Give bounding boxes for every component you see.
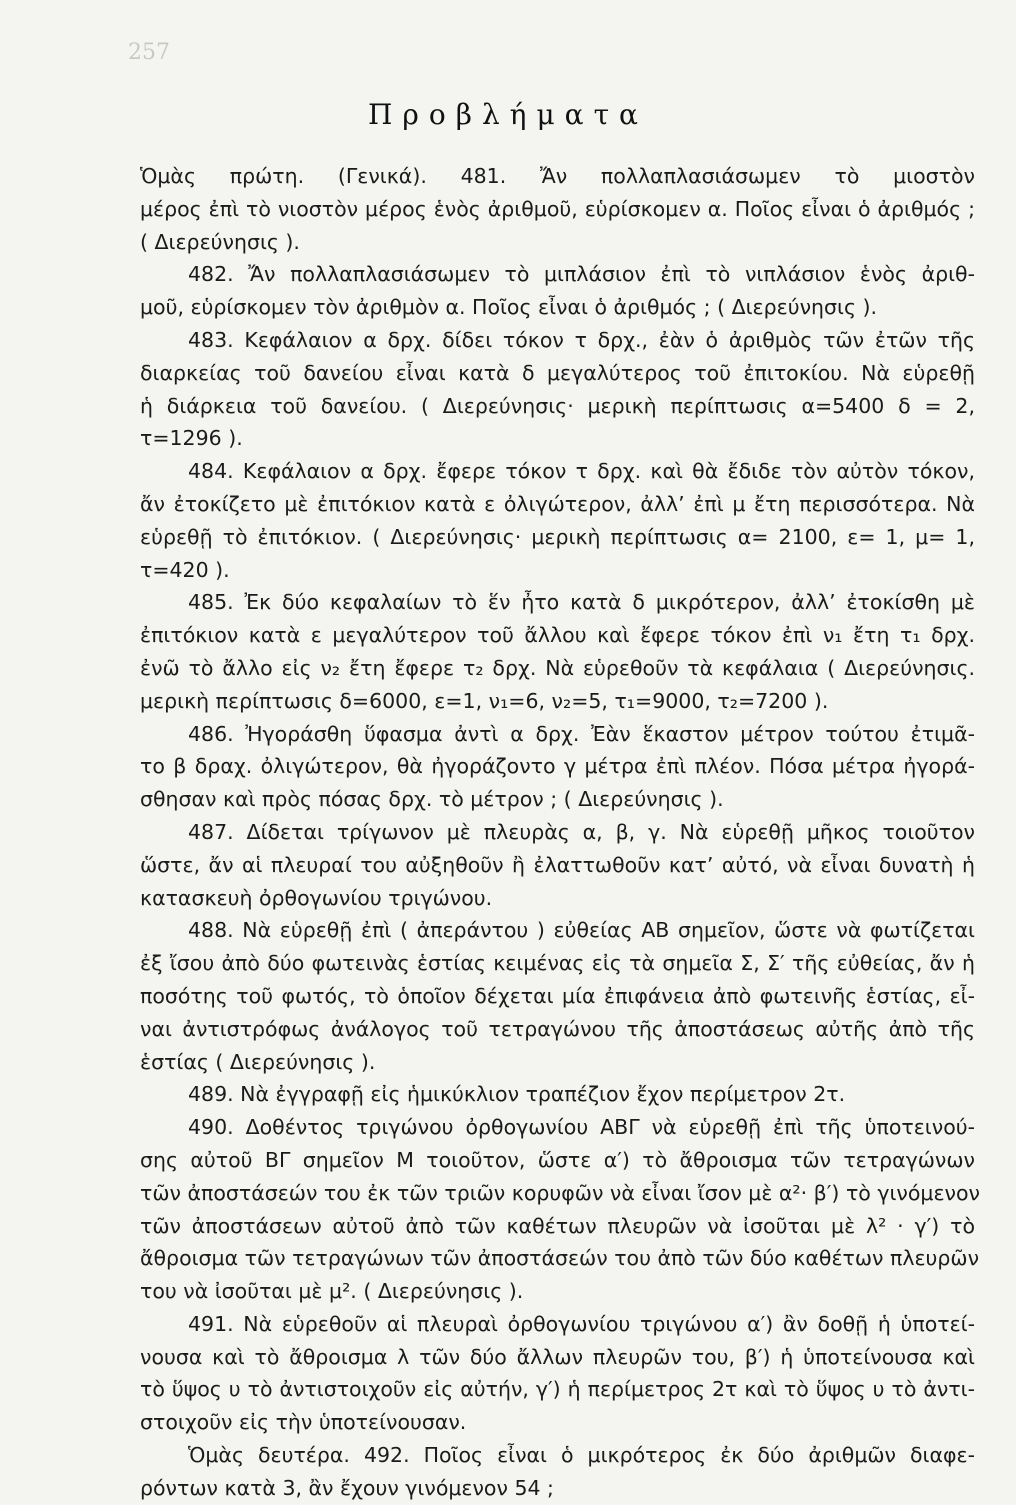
text-line: ὥστε, ἄν αἱ πλευραί του αὐξηθοῦν ἢ ἐλαττωθοῦν κατ’ αὐτό, νὰ εἶναι δυνατὴ ἡ bbox=[140, 852, 975, 877]
text-line: ἑστίας ( Διερεύνησις ). bbox=[140, 1049, 376, 1074]
text-line: στοιχοῦν εἰς τὴν ὑποτείνουσαν. bbox=[140, 1410, 467, 1435]
text-line: 491. Νὰ εὑρεθοῦν αἱ πλευραὶ ὀρθογωνίου τριγώνου α′) ἂν δοθῇ ἡ ὑποτεί- bbox=[188, 1311, 975, 1336]
text-line: τὸ ὕψος υ τὸ ἀντιστοιχοῦν εἰς αὐτήν, γ′) ἡ περίμετρος 2τ καὶ τὸ ὕψος υ τὸ ἀντι- bbox=[140, 1377, 975, 1402]
text-line: τῶν ἀποστάσεών του ἐκ τῶν τριῶν κορυφῶν νὰ εἶναι ἴσον μὲ α²· β′) τὸ γινόμενον bbox=[140, 1180, 980, 1205]
text-line: 484. Κεφάλαιον α δρχ. ἔφερε τόκον τ δρχ. καὶ θὰ ἔδιδε τὸν αὐτὸν τόκον, bbox=[188, 459, 975, 484]
text-line: σθησαν καὶ πρὸς πόσας δρχ. τὸ μέτρον ; ( Διερεύνησις ). bbox=[140, 787, 724, 812]
text-line: 483. Κεφάλαιον α δρχ. δίδει τόκον τ δρχ., ἐὰν ὁ ἀριθμὸς τῶν ἐτῶν τῆς bbox=[188, 327, 975, 352]
text-line: τ=1296 ). bbox=[140, 426, 243, 451]
text-line: κατασκευὴ ὀρθογωνίου τριγώνου. bbox=[140, 885, 493, 910]
text-line: νουσα καὶ τὸ ἄθροισμα λ τῶν δύο ἄλλων πλευρῶν του, β′) ἡ ὑποτείνουσα καὶ bbox=[140, 1344, 975, 1369]
text-line: διαρκείας τοῦ δανείου εἶναι κατὰ δ μεγαλύτερος τοῦ ἐπιτοκίου. Νὰ εὑρεθῇ bbox=[140, 360, 975, 385]
text-line: τ=420 ). bbox=[140, 557, 230, 582]
text-line: 482. Ἄν πολλαπλασιάσωμεν τὸ μιπλάσιον ἐπὶ τὸ νιπλάσιον ἑνὸς ἀριθ- bbox=[188, 262, 975, 287]
text-line: ἄν ἐτοκίζετο μὲ ἐπιτόκιον κατὰ ε ὀλιγώτερον, ἀλλ’ ἐπὶ μ ἔτη περισσότερα. Νὰ bbox=[140, 491, 975, 516]
text-line: μέρος ἐπὶ τὸ νιοστὸν μέρος ἑνὸς ἀριθμοῦ, εὑρίσκομεν α. Ποῖος εἶναι ὁ ἀριθμός ; bbox=[140, 196, 975, 221]
text-line: 485. Ἐκ δύο κεφαλαίων τὸ ἕν ἦτο κατὰ δ μικρότερον, ἀλλ’ ἐτοκίσθη μὲ bbox=[188, 590, 975, 615]
page-title: Προβλήματα bbox=[368, 98, 648, 131]
text-line: ἐξ ἴσου ἀπὸ δύο φωτεινὰς ἑστίας κειμένας εἰς τὰ σημεῖα Σ, Σ′ τῆς εὐθείας, ἄν ἡ bbox=[140, 951, 975, 976]
text-line: μοῦ, εὑρίσκομεν τὸν ἀριθμὸν α. Ποῖος εἶναι ὁ ἀριθμός ; ( Διερεύνησις ). bbox=[140, 295, 878, 320]
text-line: ρόντων κατὰ 3, ἂν ἔχουν γινόμενον 54 ; bbox=[140, 1475, 554, 1500]
text-line: το β δραχ. ὀλιγώτερον, θὰ ἠγοράζοντο γ μέτρα ἐπὶ πλέον. Πόσα μέτρα ἠγορά- bbox=[140, 754, 975, 779]
text-line: εὑρεθῇ τὸ ἐπιτόκιον. ( Διερεύνησις· μερικὴ περίπτωσις α= 2100, ε= 1, μ= 1, bbox=[140, 524, 975, 549]
text-line: 490. Δοθέντος τριγώνου ὀρθογωνίου ΑΒΓ νὰ εὑρεθῇ ἐπὶ τῆς ὑποτεινού- bbox=[188, 1115, 975, 1140]
text-line: ἐπιτόκιον κατὰ ε μεγαλύτερον τοῦ ἄλλου καὶ ἔφερε τόκον ἐπὶ ν₁ ἔτη τ₁ δρχ. bbox=[140, 623, 975, 648]
text-line: ἄθροισμα τῶν τετραγώνων τῶν ἀποστάσεών του ἀπὸ τῶν δύο καθέτων πλευρῶν bbox=[140, 1246, 980, 1271]
text-line: 489. Νὰ ἐγγραφῇ εἰς ἡμικύκλιον τραπέζιον ἔχον περίμετρον 2τ. bbox=[188, 1082, 846, 1107]
text-line: Ὁμὰς πρώτη. (Γενικά). 481. Ἄν πολλαπλασιάσωμεν τὸ μιοστὸν bbox=[140, 164, 975, 188]
text-line: μερικὴ περίπτωσις δ=6000, ε=1, ν₁=6, ν₂=5, τ₁=9000, τ₂=7200 ). bbox=[140, 688, 829, 713]
problems-text-body bbox=[140, 160, 980, 1505]
text-line: Ὁμὰς δευτέρα. 492. Ποῖος εἶναι ὁ μικρότερος ἐκ δύο ἀριθμῶν διαφε- bbox=[188, 1443, 975, 1468]
page-number: 257 bbox=[128, 40, 170, 65]
text-line: ἐνῶ τὸ ἄλλο εἰς ν₂ ἔτη ἔφερε τ₂ δρχ. Νὰ εὑρεθοῦν τὰ κεφάλαια ( Διερεύνησις. bbox=[140, 655, 975, 680]
text-line: τῶν ἀποστάσεων αὐτοῦ ἀπὸ τῶν καθέτων πλευρῶν νὰ ἰσοῦται μὲ λ² · γ′) τὸ bbox=[140, 1213, 975, 1238]
text-line: ( Διερεύνησις ). bbox=[140, 229, 300, 254]
text-line: του νὰ ἰσοῦται μὲ μ². ( Διερεύνησις ). bbox=[140, 1279, 524, 1304]
text-line: 487. Δίδεται τρίγωνον μὲ πλευρὰς α, β, γ. Νὰ εὑρεθῇ μῆκος τοιοῦτον bbox=[188, 819, 975, 844]
text-line: 486. Ἠγοράσθη ὕφασμα ἀντὶ α δρχ. Ἐὰν ἕκαστον μέτρον τούτου ἐτιμᾶ- bbox=[188, 721, 975, 746]
text-line: σης αὐτοῦ ΒΓ σημεῖον Μ τοιοῦτον, ὥστε α′) τὸ ἄθροισμα τῶν τετραγώνων bbox=[140, 1147, 975, 1172]
text-line: ἡ διάρκεια τοῦ δανείου. ( Διερεύνησις· μερικὴ περίπτωσις α=5400 δ = 2, bbox=[140, 393, 975, 418]
text-line: ναι ἀντιστρόφως ἀνάλογος τοῦ τετραγώνου τῆς ἀποστάσεως αὐτῆς ἀπὸ τῆς bbox=[140, 1016, 975, 1041]
text-line: ποσότης τοῦ φωτός, τὸ ὁποῖον δέχεται μία ἐπιφάνεια ἀπὸ φωτεινῆς ἑστίας, εἶ- bbox=[140, 983, 975, 1008]
text-line: 488. Νὰ εὑρεθῇ ἐπὶ ( ἀπεράντου ) εὐθείας ΑΒ σημεῖον, ὥστε νὰ φωτίζεται bbox=[188, 918, 975, 943]
